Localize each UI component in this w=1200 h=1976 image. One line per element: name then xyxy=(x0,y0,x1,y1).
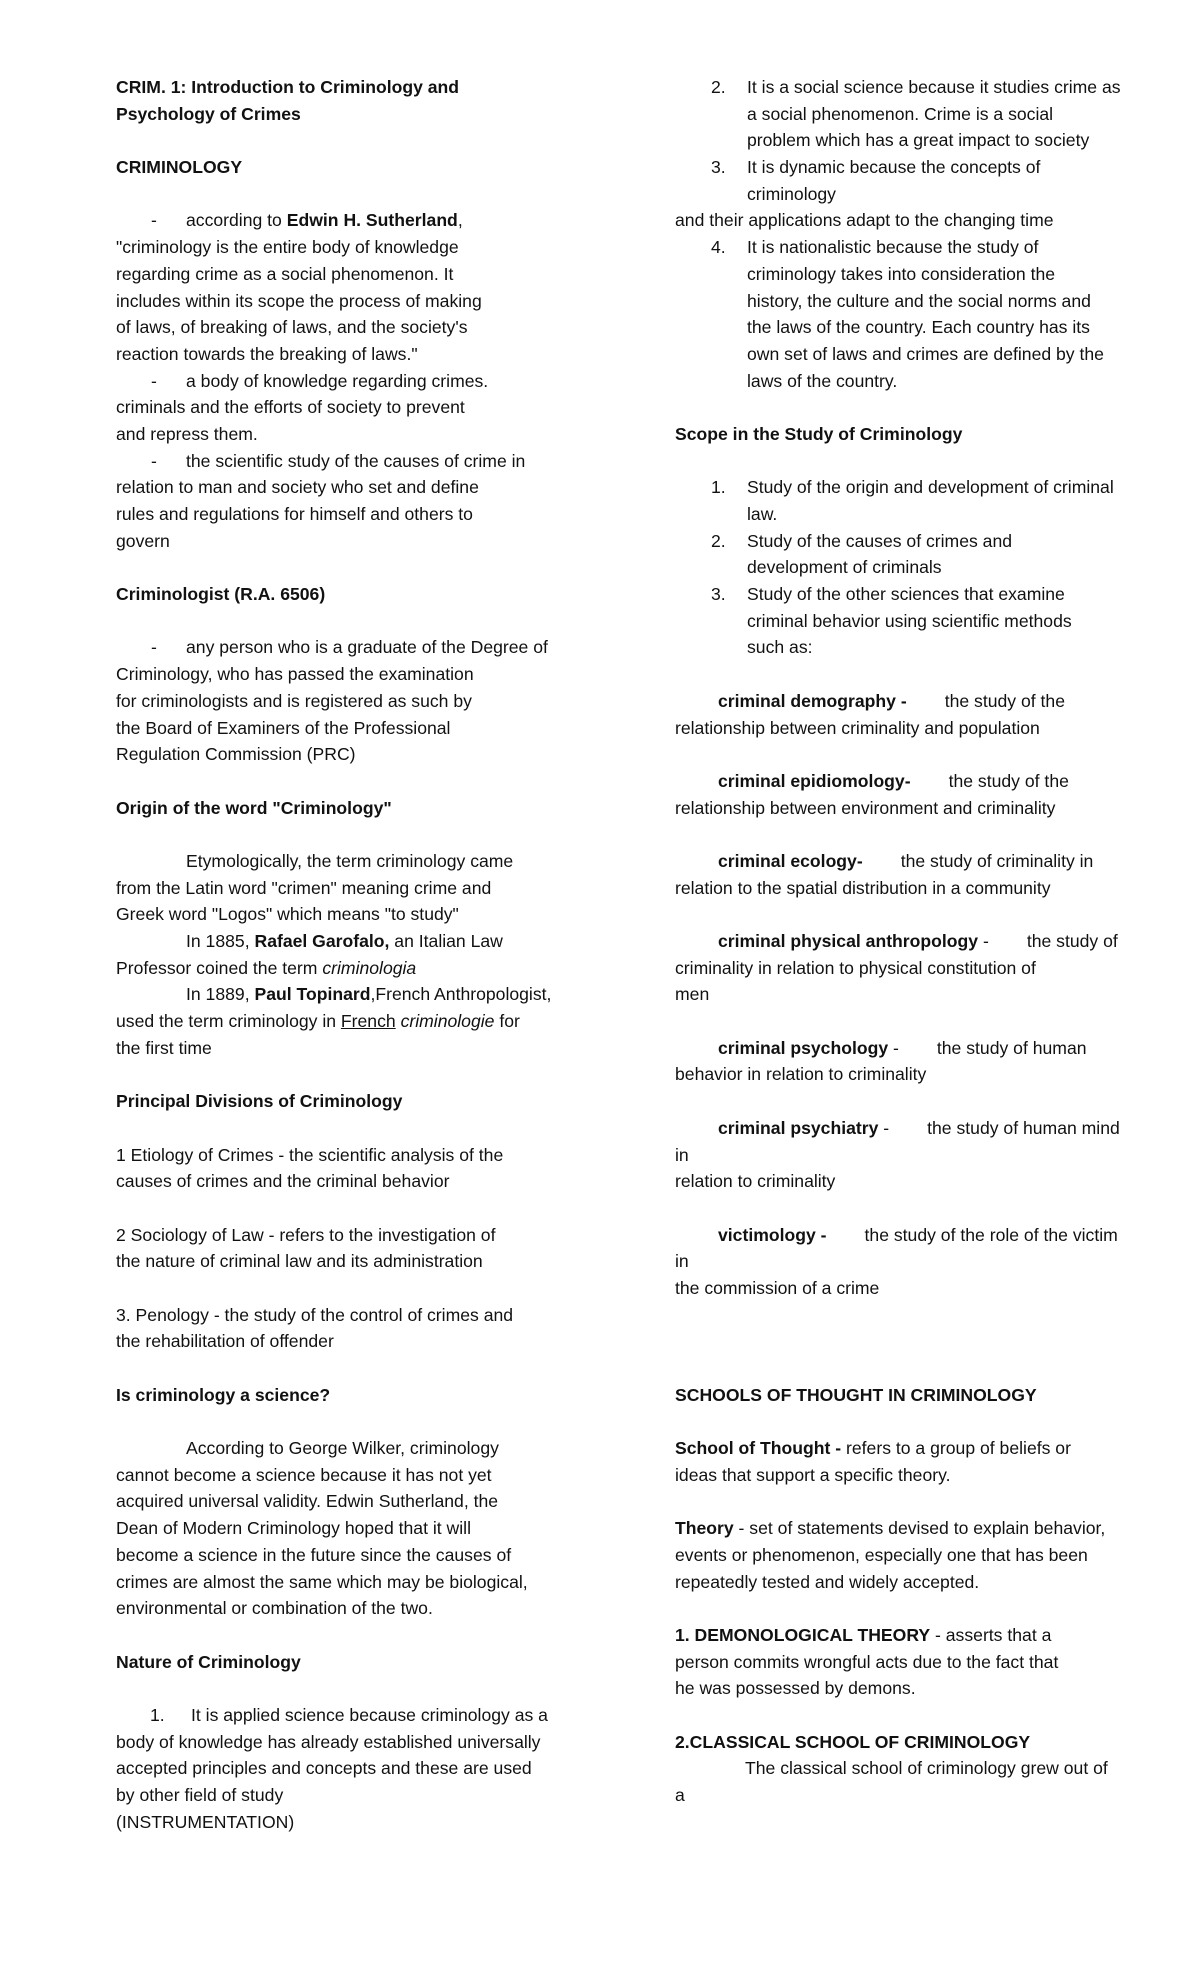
p-line xyxy=(116,394,616,421)
text-run: in xyxy=(675,1144,689,1165)
bold-text: Theory xyxy=(675,1518,734,1539)
blank-line xyxy=(675,1195,1195,1222)
tab-line xyxy=(116,928,616,955)
blank-line xyxy=(675,1595,1195,1622)
text-run: person commits wrongful acts due to the fact that xyxy=(675,1651,1059,1672)
p-line xyxy=(116,528,616,555)
num-line xyxy=(675,528,1195,555)
p-line xyxy=(116,234,616,261)
text-run: refers to a group of beliefs or xyxy=(841,1438,1071,1459)
list-number: 2. xyxy=(711,530,726,551)
bullet-dash: - xyxy=(151,637,157,658)
text-run: laws of the country. xyxy=(747,370,898,391)
text-run: the Board of Examiners of the Professional xyxy=(116,717,451,738)
hang-line xyxy=(675,608,1195,635)
text-run: a body of knowledge regarding crimes. xyxy=(186,370,489,391)
text-run: regarding crime as a social phenomenon. It xyxy=(116,263,454,284)
text-run: and repress them. xyxy=(116,423,258,444)
text-run: Regulation Commission (PRC) xyxy=(116,744,356,765)
num-line xyxy=(675,74,1195,101)
text-run: men xyxy=(675,984,710,1005)
num-line xyxy=(675,474,1195,501)
p-line xyxy=(675,1782,1195,1809)
num-line xyxy=(675,234,1195,261)
italic-text: criminologia xyxy=(322,957,417,978)
text-run: causes of crimes and the criminal behavior xyxy=(116,1171,450,1192)
text-run: the study of the xyxy=(948,770,1069,791)
num-line xyxy=(675,154,1195,181)
blank-line xyxy=(675,1302,1195,1329)
blank-line xyxy=(675,1408,1195,1435)
text-run: reaction towards the breaking of laws." xyxy=(116,343,418,364)
p-line xyxy=(116,661,616,688)
p-line xyxy=(116,1729,616,1756)
text-run: law. xyxy=(747,504,778,524)
p-line xyxy=(116,875,616,902)
p-line xyxy=(116,501,616,528)
text-run: in xyxy=(675,1251,689,1272)
text-run: any person who is a graduate of the Degree of xyxy=(186,637,548,658)
hang-line xyxy=(675,288,1195,315)
text-run: 1 Etiology of Crimes - the scientific analysis of the xyxy=(116,1144,504,1165)
blank-line xyxy=(116,608,616,635)
bold-text: criminal ecology- xyxy=(718,850,863,871)
blank-line xyxy=(116,181,616,208)
p-line xyxy=(116,1382,616,1409)
p-line xyxy=(116,101,616,128)
blank-line xyxy=(116,127,616,154)
text-run: acquired universal validity. Edwin Sutherland, the xyxy=(116,1491,499,1512)
text-run: , xyxy=(457,210,463,231)
p-line xyxy=(116,715,616,742)
text-run: problem which has a great impact to society xyxy=(747,130,1090,151)
bold-text: Psychology of Crimes xyxy=(116,103,301,124)
bold-text: Nature of Criminology xyxy=(116,1651,301,1672)
italic-text: criminologie xyxy=(400,1011,495,1032)
term-line xyxy=(675,1035,1195,1062)
p-line xyxy=(675,1542,1195,1569)
bold-text: SCHOOLS OF THOUGHT IN CRIMINOLOGY xyxy=(675,1384,1037,1405)
blank-line xyxy=(116,1408,616,1435)
text-run: - xyxy=(878,1117,890,1138)
p-line xyxy=(116,1569,616,1596)
num-line xyxy=(675,581,1195,608)
hang-line xyxy=(675,634,1195,661)
p-line xyxy=(116,1142,616,1169)
num-line xyxy=(116,1702,616,1729)
text-run: "criminology is the entire body of knowledge xyxy=(116,237,459,258)
text-run: Study of the origin and development of criminal xyxy=(747,477,1114,498)
p-line xyxy=(675,875,1195,902)
text-run: the study of human xyxy=(936,1037,1087,1058)
text-run: become a science in the future since the causes of xyxy=(116,1544,512,1565)
text-run: criminality in relation to physical constitution of xyxy=(675,957,1036,978)
blank-line xyxy=(675,741,1195,768)
blank-line xyxy=(675,1328,1195,1355)
term-line xyxy=(675,1115,1195,1142)
bold-text: 1. DEMONOLOGICAL THEORY xyxy=(675,1624,931,1645)
text-run: the study of the role of the victim xyxy=(864,1224,1118,1245)
text-run: criminology takes into consideration the xyxy=(747,263,1056,284)
blank-line xyxy=(116,554,616,581)
term-line xyxy=(675,928,1195,955)
bold-text: criminal physical anthropology xyxy=(718,931,979,951)
text-run: the study of criminality in xyxy=(900,850,1094,871)
text-run: Dean of Modern Criminology hoped that it will xyxy=(116,1518,471,1539)
hang-line xyxy=(675,314,1195,341)
p-line xyxy=(675,421,1195,448)
p-line xyxy=(116,1488,616,1515)
hang-line xyxy=(675,261,1195,288)
text-run: Criminology, who has passed the examination xyxy=(116,664,474,685)
text-run: In 1885, xyxy=(186,931,255,951)
blank-line xyxy=(675,1008,1195,1035)
blank-line xyxy=(116,821,616,848)
p-line xyxy=(116,474,616,501)
p-line xyxy=(675,1275,1195,1302)
text-run: - xyxy=(978,931,989,951)
bold-text: criminal demography - xyxy=(718,690,907,711)
p-line xyxy=(675,1248,1195,1275)
p-line xyxy=(675,1168,1195,1195)
p-line xyxy=(116,1782,616,1809)
text-run: the scientific study of the causes of crime in xyxy=(186,450,526,471)
text-run: It is a social science because it studies crime as xyxy=(747,77,1121,97)
text-run: an Italian Law xyxy=(389,931,503,951)
p-line xyxy=(116,1515,616,1542)
text-run: the commission of a crime xyxy=(675,1277,880,1298)
text-run: cannot become a science because it has not yet xyxy=(116,1464,492,1485)
tab-line xyxy=(116,848,616,875)
bold-text: criminal epidiomology- xyxy=(718,770,911,791)
text-run: accepted principles and concepts and these are used xyxy=(116,1758,532,1779)
text-run: according to xyxy=(186,210,287,231)
blank-line xyxy=(675,1702,1195,1729)
text-run: relation to criminality xyxy=(675,1171,836,1192)
p-line xyxy=(675,1675,1195,1702)
text-run: a xyxy=(675,1785,685,1805)
blank-line xyxy=(116,1355,616,1382)
p-line xyxy=(675,1649,1195,1676)
text-run: criminals and the efforts of society to prevent xyxy=(116,397,465,418)
p-line xyxy=(675,1462,1195,1489)
text-run: Professor coined the term xyxy=(116,957,323,978)
text-run: the laws of the country. Each country has its xyxy=(747,317,1090,338)
tab-line xyxy=(116,1435,616,1462)
p-line xyxy=(116,1222,616,1249)
term-line xyxy=(675,768,1195,795)
term-line xyxy=(675,1222,1195,1249)
text-run: used the term criminology in xyxy=(116,1011,341,1032)
text-run: own set of laws and crimes are defined by the xyxy=(747,343,1104,364)
p-line xyxy=(116,1595,616,1622)
blank-line xyxy=(675,1488,1195,1515)
p-line xyxy=(675,1382,1195,1409)
text-run: relationship between criminality and population xyxy=(675,717,1040,738)
text-run: ideas that support a specific theory. xyxy=(675,1464,951,1485)
p-line xyxy=(116,1035,616,1062)
blank-line xyxy=(675,448,1195,475)
p-line xyxy=(116,1809,616,1836)
text-run: It is nationalistic because the study of xyxy=(747,237,1039,258)
p-line xyxy=(116,1248,616,1275)
bold-text: Criminologist (R.A. 6506) xyxy=(116,584,326,605)
p-line xyxy=(116,955,616,982)
text-run: 3. Penology - the study of the control of crimes and xyxy=(116,1304,514,1325)
text-run: ,French Anthropologist, xyxy=(370,984,552,1005)
text-run: body of knowledge has already established universally xyxy=(116,1731,541,1752)
text-run: the study of human mind xyxy=(927,1117,1120,1138)
bold-text: Scope in the Study of Criminology xyxy=(675,423,963,444)
text-run: the rehabilitation of offender xyxy=(116,1331,334,1352)
p-line xyxy=(116,1328,616,1355)
blank-line xyxy=(675,1355,1195,1382)
text-run: - xyxy=(888,1037,899,1058)
blank-line xyxy=(675,661,1195,688)
text-run: govern xyxy=(116,530,170,551)
text-run: the study of the xyxy=(944,690,1065,711)
p-line xyxy=(116,314,616,341)
text-run: Study of the causes of crimes and xyxy=(747,530,1013,551)
text-run: crimes are almost the same which may be biological, xyxy=(116,1571,528,1592)
text-run: (INSTRUMENTATION) xyxy=(116,1811,295,1832)
blank-line xyxy=(116,1115,616,1142)
dash-line xyxy=(116,634,616,661)
bold-text: Rafael Garofalo, xyxy=(254,931,390,951)
p-line xyxy=(116,1649,616,1676)
text-run: events or phenomenon, especially one that has been xyxy=(675,1544,1088,1565)
text-run: of laws, of breaking of laws, and the society's xyxy=(116,317,468,338)
bold-text: Paul Topinard xyxy=(254,984,371,1005)
hang-line xyxy=(675,181,1195,208)
p-line xyxy=(116,341,616,368)
text-run: It is applied science because criminology as a xyxy=(191,1704,548,1725)
bold-text: CRIM. 1: Introduction to Criminology and xyxy=(116,77,460,97)
hang-line xyxy=(675,127,1195,154)
text-run: 2 Sociology of Law - refers to the investigation of xyxy=(116,1224,496,1245)
p-line xyxy=(675,1435,1195,1462)
p-line xyxy=(116,1008,616,1035)
bold-text: Edwin H. Sutherland xyxy=(286,210,458,231)
blank-line xyxy=(675,1088,1195,1115)
text-run: environmental or combination of the two. xyxy=(116,1598,433,1619)
hang-line xyxy=(675,501,1195,528)
p-line xyxy=(675,207,1195,234)
text-run: Study of the other sciences that examine xyxy=(747,584,1065,605)
text-run: The classical school of criminology grew out of xyxy=(745,1758,1108,1779)
p-line xyxy=(116,1755,616,1782)
hang-line xyxy=(675,554,1195,581)
text-run: and their applications adapt to the changing time xyxy=(675,210,1054,231)
p-line xyxy=(116,1168,616,1195)
p-line xyxy=(675,981,1195,1008)
p-line xyxy=(675,715,1195,742)
tab-line xyxy=(675,1755,1195,1782)
text-run: he was possessed by demons. xyxy=(675,1678,916,1699)
bullet-dash: - xyxy=(151,210,157,231)
text-run: relation to the spatial distribution in a community xyxy=(675,877,1051,898)
text-run: - asserts that a xyxy=(930,1624,1052,1645)
bold-text: School of Thought - xyxy=(675,1438,842,1459)
p-line xyxy=(116,1542,616,1569)
text-run: development of criminals xyxy=(747,557,942,578)
blank-line xyxy=(116,1275,616,1302)
p-line xyxy=(675,955,1195,982)
p-line xyxy=(116,1302,616,1329)
p-line xyxy=(116,901,616,928)
p-line xyxy=(116,288,616,315)
text-run: the nature of criminal law and its administration xyxy=(116,1251,483,1272)
text-run: relationship between environment and criminality xyxy=(675,797,1056,818)
bold-text: 2.CLASSICAL SCHOOL OF CRIMINOLOGY xyxy=(675,1731,1031,1752)
text-run: repeatedly tested and widely accepted. xyxy=(675,1571,980,1592)
bold-text: criminal psychology xyxy=(718,1037,889,1058)
blank-line xyxy=(116,1675,616,1702)
p-line xyxy=(116,688,616,715)
text-run: According to George Wilker, criminology xyxy=(186,1438,499,1459)
p-line xyxy=(116,1462,616,1489)
list-number: 4. xyxy=(711,237,726,258)
dash-line xyxy=(116,207,616,234)
text-run: behavior in relation to criminality xyxy=(675,1064,927,1085)
text-run: such as: xyxy=(747,637,813,658)
text-run: Etymologically, the term criminology came xyxy=(186,850,514,871)
p-line xyxy=(675,795,1195,822)
text-run: It is dynamic because the concepts of xyxy=(747,157,1041,178)
p-line xyxy=(675,1622,1195,1649)
text-run: by other field of study xyxy=(116,1785,284,1805)
text-run: for xyxy=(494,1011,520,1032)
bullet-dash: - xyxy=(151,450,157,471)
p-line xyxy=(116,795,616,822)
p-line xyxy=(116,1088,616,1115)
p-line xyxy=(675,1729,1195,1756)
p-line xyxy=(675,1569,1195,1596)
blank-line xyxy=(675,821,1195,848)
bold-text: Is criminology a science? xyxy=(116,1384,331,1405)
text-run: the study of xyxy=(1026,931,1118,951)
text-run: rules and regulations for himself and others to xyxy=(116,504,473,524)
bold-text: Principal Divisions of Criminology xyxy=(116,1091,403,1112)
text-run: for criminologists and is registered as such by xyxy=(116,690,472,711)
text-run: includes within its scope the process of making xyxy=(116,290,482,311)
p-line xyxy=(675,1142,1195,1169)
blank-line xyxy=(675,901,1195,928)
text-run: from the Latin word "crimen" meaning crime and xyxy=(116,877,492,898)
text-run: Greek word "Logos" which means "to study" xyxy=(116,904,459,925)
p-line xyxy=(675,1515,1195,1542)
text-run: a social phenomenon. Crime is a social xyxy=(747,103,1054,124)
blank-line xyxy=(116,768,616,795)
hang-line xyxy=(675,368,1195,395)
blank-line xyxy=(675,394,1195,421)
p-line xyxy=(116,154,616,181)
hang-line xyxy=(675,101,1195,128)
blank-line xyxy=(116,1195,616,1222)
left-column xyxy=(116,74,616,1835)
blank-line xyxy=(116,1622,616,1649)
text-run: criminal behavior using scientific methods xyxy=(747,610,1072,631)
text-run: the first time xyxy=(116,1037,212,1058)
list-number: 1. xyxy=(711,477,726,498)
text-run: In 1889, xyxy=(186,984,255,1005)
bold-text: CRIMINOLOGY xyxy=(116,157,243,178)
bold-text: victimology - xyxy=(718,1224,827,1245)
text-run: relation to man and society who set and define xyxy=(116,477,479,498)
blank-line xyxy=(116,1061,616,1088)
p-line xyxy=(675,1061,1195,1088)
text-run: history, the culture and the social norms and xyxy=(747,290,1091,311)
text-run: criminology xyxy=(747,183,836,204)
dash-line xyxy=(116,368,616,395)
dash-line xyxy=(116,448,616,475)
hang-line xyxy=(675,341,1195,368)
text-run: - set of statements devised to explain behavior, xyxy=(733,1518,1106,1539)
right-column xyxy=(675,74,1195,1809)
p-line xyxy=(116,741,616,768)
bold-text: Origin of the word "Criminology" xyxy=(116,797,392,818)
p-line xyxy=(116,421,616,448)
bold-text: criminal psychiatry xyxy=(718,1117,879,1138)
term-line xyxy=(675,848,1195,875)
term-line xyxy=(675,688,1195,715)
list-number: 1. xyxy=(150,1704,165,1725)
list-number: 3. xyxy=(711,157,726,178)
tab-line xyxy=(116,981,616,1008)
list-number: 3. xyxy=(711,584,726,605)
bullet-dash: - xyxy=(151,370,157,391)
list-number: 2. xyxy=(711,77,726,97)
p-line xyxy=(116,261,616,288)
p-line xyxy=(116,74,616,101)
p-line xyxy=(116,581,616,608)
underlined-text: French xyxy=(340,1011,396,1032)
